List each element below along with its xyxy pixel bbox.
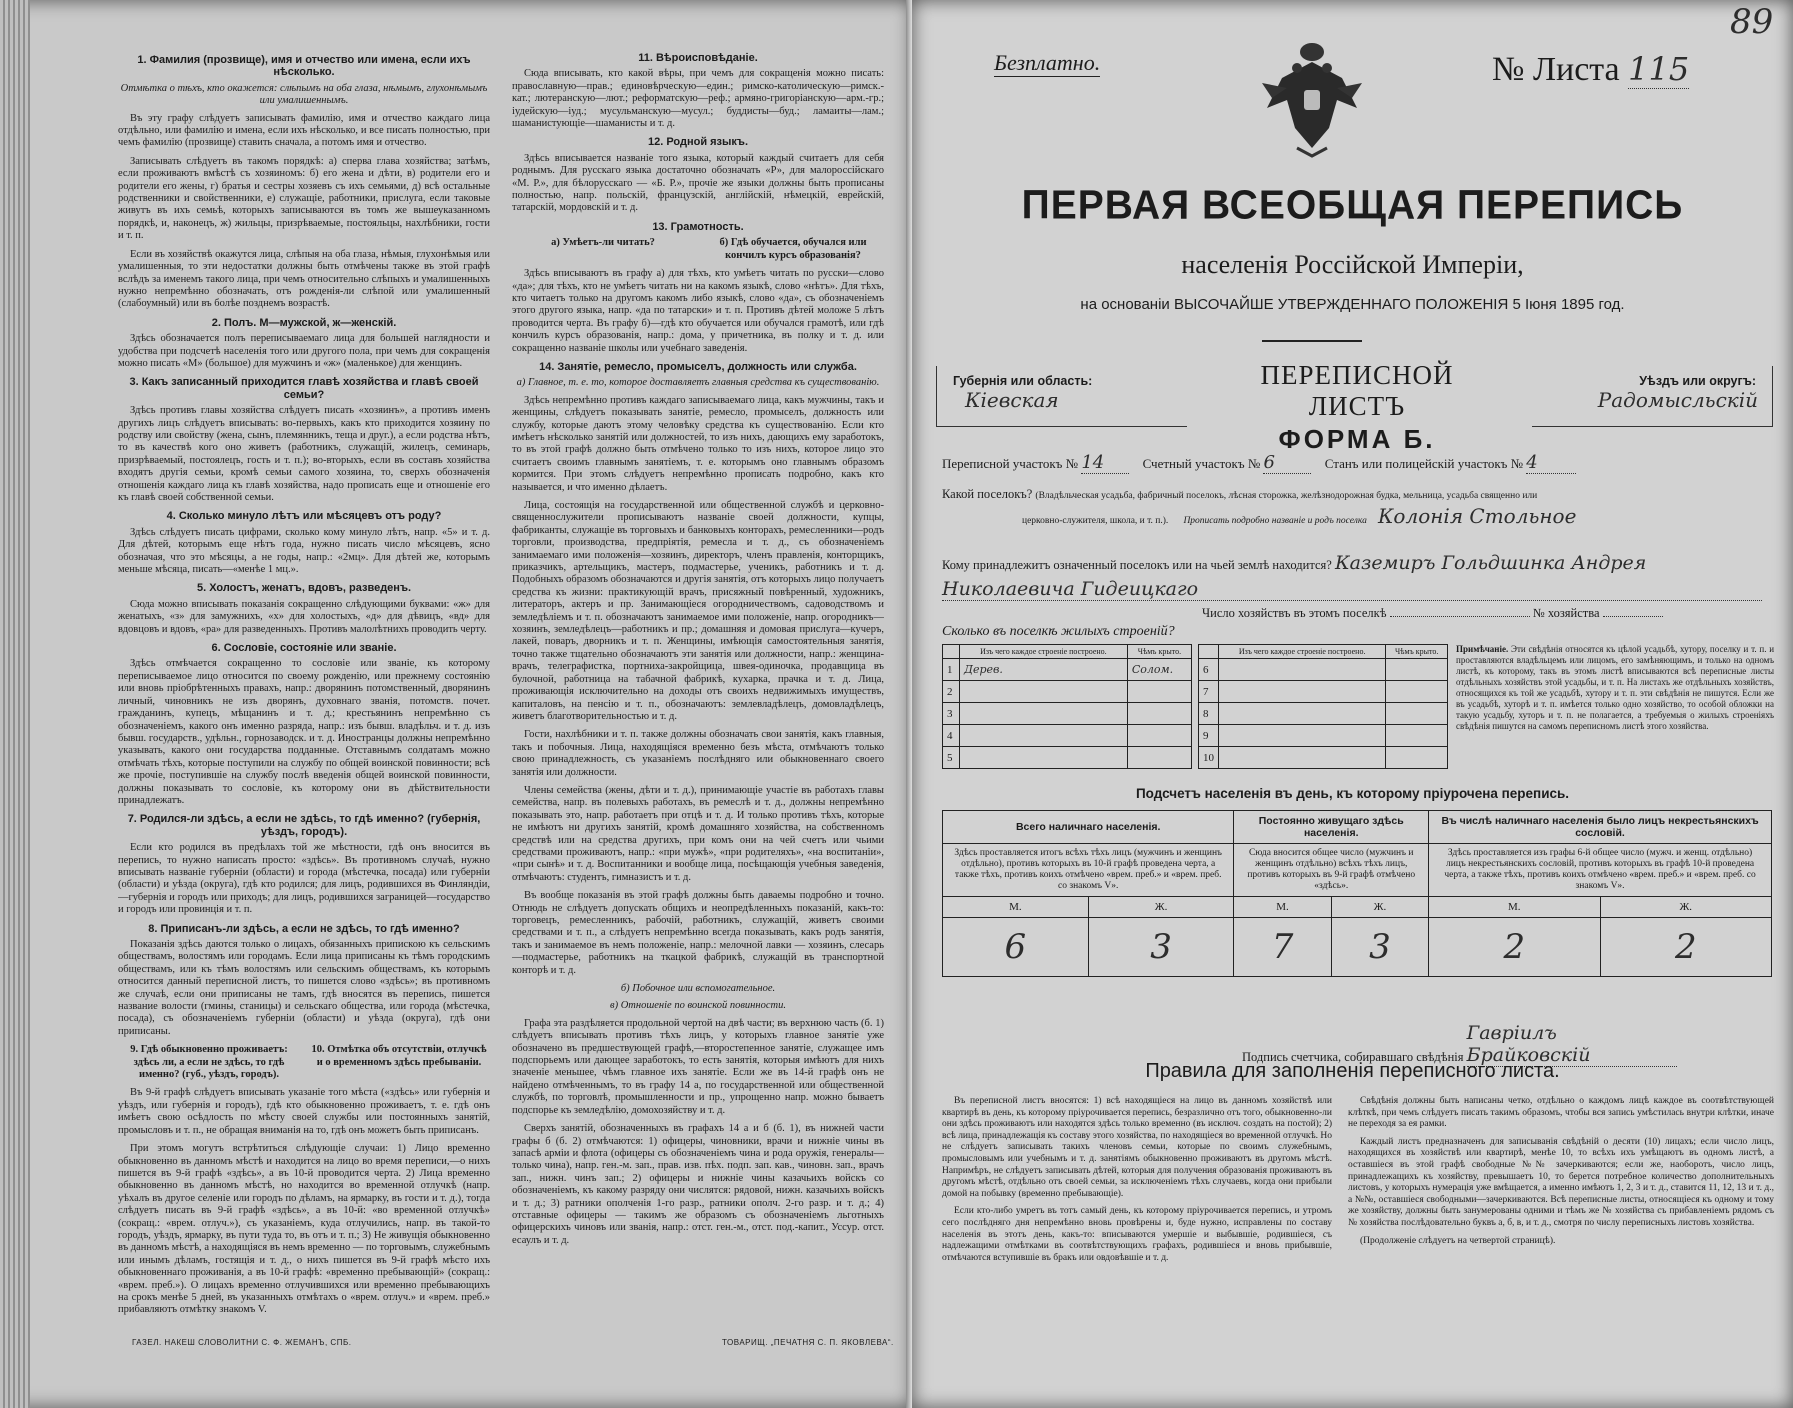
guberniya-box <box>936 366 1187 427</box>
corner-archive-mark: 89 <box>1730 2 1774 42</box>
instruction-paragraph: Лица, состоящія на государственной или общественной службѣ и церковно-священнослужители прописываютъ названіе своей должности, купцы, фабриканты, служащіе въ торговыхъ и банковыхъ конторахъ, ремесленники—родъ торговли, производства, предпріятія, ремесла и т. д., съ обозначеніемъ занимаемаго ими положенія—хозяинъ, директоръ, членъ правленія, конторщикъ, приказчикъ, артельщикъ, мастеръ, подмастерье, ученикъ, работникъ и т. д. Подобныхъ образомъ обозначаются и другія занятія, отъ которыхъ лицо получаетъ средства къ жизни: практикующій врачъ, присяжный повѣренный, художникъ, литераторъ, актеръ и пр. Занимающіеся огородничествомъ, садоводствомъ и земледѣліемъ и т. п. обозначаютъ занимаемое ими положеніе, напр. огородникъ—хозяинъ, земледѣлецъ—работникъ и пр.; домашняя и домовая прислуга—кучеръ, лакей, поваръ, дворникъ и т. п. Женщины, имѣющія самостоятельныя занятія, точно также тщательно обозначаютъ эти занятія или должности, напр.: женщина-врачъ, телеграфистка, портниха-закройщица, швея-одиночка, продавщица въ булочной, работница на табачной фабрикѣ, кухарка, прачка и т. д. Лица, проживающія исключительно на доходы отъ своихъ недвижимыхъ имуществъ, капиталовъ, на пенсію и т. п., обозначаютъ: землевладѣлецъ, домовладѣлецъ, живетъ благотворительностью и т. д. <box>512 500 884 722</box>
section-heading: 3. Какъ записанный приходится главѣ хозяйства и главѣ своей семьи? <box>129 376 479 401</box>
schet-value: 6 <box>1263 452 1311 474</box>
population-table-values <box>943 918 1772 977</box>
owner-field <box>942 552 1772 574</box>
building-roof <box>1127 681 1191 703</box>
uchastok-value: 14 <box>1081 452 1129 474</box>
building-roof <box>1127 703 1191 725</box>
household-number-blank <box>1603 616 1663 617</box>
rules-column-left <box>942 1096 1332 1386</box>
instruction-paragraph: Сюда можно вписывать показанія сокращенно слѣдующими буквами: «ж» для женатыхъ, «з» для замужнихъ, «х» для холостыхъ, «д» для дѣвицъ, «вд» для вдовцовъ и вдовъ, «ра» для разведенныхъ. Противъ малолѣтнихъ проводить черту. <box>118 598 490 635</box>
signature-value: Гавріилъ Брайковскій <box>1467 1022 1677 1067</box>
section-heading: 5. Холостъ, женатъ, вдовъ, разведенъ. <box>196 582 412 595</box>
owner-value-line2: Николаевича Гидеицкаго <box>942 578 1762 601</box>
population-column-head: Въ числѣ наличнаго населенія было лицъ некрестьянскихъ сословій. <box>1429 811 1772 844</box>
rules-paragraph: Свѣдѣнія должны быть написаны четко, отдѣльно о каждомъ лицѣ каждое въ соотвѣтствующей клѣткѣ, при чемъ слѣдуетъ писать такимъ образомъ, чтобы вся запись умѣстилась внутри клѣтки, иначе не переходя за ея рамки. <box>1348 1096 1774 1130</box>
instructions-column-2 <box>512 46 884 1326</box>
uchastok-line <box>942 452 1772 474</box>
buildings-note <box>1456 644 1774 732</box>
instruction-paragraph: Гости, нахлѣбники и т. п. также должны обозначать свои занятія, какъ главныя, такъ и побочныя. Лица, находящіяся временно безъ мѣста, отмѣчаютъ только свою принадлежность, съ указаніемъ послѣдняго или обыкновеннаго своего занятія или должности. <box>512 729 884 778</box>
instruction-paragraph: Сюда вписывать, кто какой вѣры, при чемъ для сокращенія можно писать: православную—прав.; единовѣрческую—един.; римско-католическую—римск.-кат.; лютеранскую—лют.; реформатскую—реф.; армяно-григоріанскую—арм.-гр.; іудейскую—іуд.; мусульманскую—мусул.; буддисты—буд.; ламаиты—лам.; шаманистующіе—шаманисты и т. д. <box>512 68 884 130</box>
building-roof <box>1386 725 1448 747</box>
building-row-number: 7 <box>1199 681 1219 703</box>
paired-heading-a: а) Умѣетъ-ли читать? <box>551 237 655 249</box>
male-count: 2 <box>1429 918 1600 977</box>
poselok-hint-line1: (Владѣльческая усадьба, фабричный поселокъ, лѣсная сторожка, желѣзнодорожная будка, мельница, усадьба священно или <box>1035 491 1538 501</box>
instruction-paragraph: При этомъ могутъ встрѣтиться слѣдующіе случаи: 1) Лицо временно обыкновенно въ данномъ мѣстѣ и находится на лицо во время переписи,—о нихъ пишется въ 9-й графѣ «здѣсь», а въ 10-й проводится черта. 2) Лица временно обыкновенно въ данномъ мѣстѣ, но находится во временной отлучкѣ (напр. уѣхалъ въ другое селеніе или городъ по дѣламъ, на ярмарку, въ гости и т. д.), тогда слѣдуетъ писать въ 9-й графѣ «здѣсь», а въ 10-й: «во временной отлучкѣ» (сокращ.: «врем. отлуч.»), съ указаніемъ, куда отлучились, напр. въ такой-то городъ, уѣздъ, ярмарку, въ пути тудa то, въ отъ и т. п.; 3) Не живущія обыкновенно въ данномъ мѣстѣ, а находящіяся въ немъ временно — по торговымъ, служебнымъ или инымъ дѣламъ, гостящія и т. д., о нихъ пишется въ 9-й графѣ мѣсто ихъ обыкновеннаго проживанія, а въ 10-й графѣ: «временно пребывающій» (сокращ.: «врем. преб.»). О лицахъ временно отлучившихся или временно пребывающихъ на срокъ менѣе 5 дней, въ указанныхъ отмѣтахъ о «врем. отлуч.» и «врем. преб.» прибавляютъ отмѣтку знакомъ V. <box>118 1143 490 1316</box>
households-line <box>942 606 1772 621</box>
building-row-number: 1 <box>943 659 960 681</box>
rules-title: Правила для заполненія переписного листа. <box>1145 1060 1560 1082</box>
building-row-number: 2 <box>943 681 960 703</box>
building-material: Дерев. <box>960 659 1128 681</box>
instruction-paragraph: Въ вообще показанія въ этой графѣ должны быть даваемы подробно и точно. Отнюдь не слѣдуетъ допускать общихъ и неопредѣленныхъ показаній, какъ-то: торговецъ, ремесленникъ, рабочій, работникъ, служащій, живетъ своими средствами и т. п., а слѣдуетъ непремѣнно всегда показывать, какъ родъ занятія, такъ и занимаемое въ немъ положеніе, напр.: мелочной лавки — хозяинъ, слесарь—подмастерье, работникъ на ткацкой фабрикѣ, служащій въ транспортной конторѣ и т. д. <box>512 890 884 976</box>
population-column-description: Здѣсь проставляется итогъ всѣхъ тѣхъ лицъ (мужчинъ и женщинъ отдѣльно), противъ которыхъ въ 10-й графѣ проведена черта, а также тѣхъ, противъ коихъ отмѣчено «врем. преб.» и «врем. преб. со знакомъ V». <box>943 844 1234 897</box>
instruction-paragraph: Въ эту графу слѣдуетъ записывать фамилію, имя и отчество каждаго лица отдѣльно, или фамилію и имена, если ихъ нѣсколько, и все писать полностью, при чемъ фамилію (прозвище) ставить сначала, а потомъ имя и отчество. <box>118 112 490 149</box>
instruction-paragraph: Сверхъ занятій, обозначенныхъ въ графахъ 14 а и б (б. 1), въ нижней части графы б (б. 2) отмѣчаются: 1) офицеры, чиновники, врачи и нижніе чины въ запасѣ армiи и флота (офицеры съ обозначеніемъ чина и рода оружія, генералы—только чина), напр. ген.-м. зап., прав. изв. пѣх. подп. зап. кав., чиновн. зап., врачъ зап., нижн. чинъ зап.; 2) офицеры и нижніе чины казачьихъ войскъ со обозначеніемъ, къ какому разряду они числятся: рядовой, нижн. казачьихъ войскъ и т. д.; 3) ратники ополченія 1-го разр., ратники ополч. 2-го разр. и т. д.; 4) отставные офицеры — такимъ же образомъ съ обозначеніемъ льготныхъ офицерскихъ чиновъ или званія, напр.: отст. ген.-м., отст. под.-капит., Уссур. отст. есаулъ и т. д. <box>512 1123 884 1246</box>
uezd-value: Радомысльскій <box>1597 388 1758 412</box>
section-heading: 7. Родился-ли здѣсь, а если не здѣсь, то гдѣ именно? (губернія, уѣздъ, городъ). <box>127 813 481 838</box>
poselok-label: Какой поселокъ? <box>942 487 1033 501</box>
building-row <box>1199 659 1448 681</box>
section-subheading: б) Побочное или вспомогательное. <box>620 983 776 995</box>
owner-label: Кому принадлежитъ означенный поселокъ или на чьей землѣ находится? <box>942 558 1332 572</box>
right-page <box>912 0 1793 1408</box>
paired-heading-b: 10. Отмѣтка объ отсутствіи, отлучкѣ и о временномъ здѣсь пребываніи. <box>311 1044 487 1068</box>
building-row <box>1199 681 1448 703</box>
population-table-sex-labels <box>943 897 1772 918</box>
note-text: Эти свѣдѣнія относятся къ цѣлой усадьбѣ, хутору, поселку и т. п. и проставляются владѣльцемъ или лицомъ, его замѣняющимъ, и только на одномъ листѣ, къ которому, такъ въ этомъ листѣ вписываются всѣ переписные листы отдѣльныхъ хозяйствъ этой усадьбы, и т. п. На листахъ же отдѣльныхъ хозяйствъ, относящихся къ той же усадьбѣ, хутору и т. п. эти свѣдѣнія не пишутся. Если же въ усадьбѣ, хуторѣ и т. п. имѣется только одно хозяйство, то особой обложки на такую усадьбу, хуторъ и т. п. не полагается, а требуемыя о жилыхъ строеніяхъ свѣдѣнія пишутся на самомъ переписномъ листѣ этого хозяйства. <box>1456 644 1775 731</box>
building-roof <box>1127 747 1191 769</box>
poselok-field <box>942 484 1772 531</box>
population-column-description: Здѣсь проставляется изъ графы 6-й общее число (мужч. и женщ. отдѣльно) лицъ некрестьянскихъ сословій, противъ которыхъ въ графѣ 10-й проведена черта, а также тѣхъ, противъ коихъ отмѣчено «врем. преб.» и «врем. преб. со знакомъ V». <box>1429 844 1772 897</box>
population-column-head: Постоянно живущаго здѣсь населенія. <box>1234 811 1429 844</box>
building-material <box>960 703 1128 725</box>
uchastok-label: Переписной участокъ № <box>942 456 1079 471</box>
sheet-number-label: № Листа <box>1492 51 1620 88</box>
building-material <box>1219 703 1386 725</box>
form-title-line1: ПЕРЕПИСНОЙ ЛИСТЪ <box>1260 360 1454 421</box>
section-heading: 13. Грамотность. <box>652 220 744 233</box>
stan-value: 4 <box>1526 452 1576 474</box>
instruction-paragraph: Здѣсь вписывается названіе того языка, который каждый считаетъ для себя роднымъ. Для русскаго языка достаточно обозначать «Р», для малороссійскаго «М. Р.», для бѣлорусскаго — «Б. Р.», прочіе же языки должны быть прописаны полностью, напр. польскій, французскій, англійскій, нѣмецкій, еврейскій, татарскій, мордовскій и т. д. <box>512 152 884 214</box>
imperial-eagle-emblem <box>1257 38 1367 158</box>
building-row <box>1199 725 1448 747</box>
title-divider <box>1262 340 1362 342</box>
sheet-number-field <box>1492 50 1689 89</box>
section-heading: 2. Полъ. М—мужской, ж—женскій. <box>211 316 397 329</box>
instruction-paragraph: Здѣсь обозначается полъ переписываемаго лица для большей наглядности и удобства при подсчетѣ населенія того или другого пола, при чемъ для сокращенія можно писать «М» (большое) для мужчинъ и «ж» (маленькое) для женщинъ. <box>118 333 490 369</box>
printer-mark-right: ТОВАРИЩ. „ПЕЧАТНЯ С. П. ЯКОВЛЕВА“. <box>722 1338 894 1347</box>
form-title-line2: ФОРМА Б. <box>1278 424 1436 454</box>
building-row <box>1199 703 1448 725</box>
paired-headings <box>118 1044 490 1081</box>
buildings-tables <box>942 644 1448 769</box>
form-title <box>1212 360 1502 455</box>
guberniya-label: Губернія или область: <box>953 374 1093 388</box>
stacked-page-edges <box>0 0 30 1408</box>
paired-heading-b: б) Гдѣ обучается, обучался или кончилъ курсъ образованія? <box>719 237 867 261</box>
section-heading: 4. Сколько минуло лѣтъ или мѣсяцевъ отъ роду? <box>166 510 442 523</box>
printer-mark-left: ГАЗЕЛ. НАКЕШ СЛОВОЛИТНИ С. Ф. ЖЕМАНЪ, СПБ. <box>132 1338 352 1347</box>
section-heading: 14. Занятіе, ремесло, промыселъ, должность или служба. <box>539 360 857 373</box>
buildings-head-roof: Чѣмъ крыто. <box>1386 645 1448 659</box>
instruction-paragraph: Графа эта раздѣляется продольной чертой на двѣ части; въ верхнюю часть (б. 1) слѣдуетъ вписывать противъ тѣхъ лицъ, у которыхъ главное занятіе уже обозначено въ предшествующей графѣ,—второстепенное занятіе, служащее имъ подспорьемъ или дающее заработокъ, то есть занятія, которыя имѣютъ для нихъ значеніе меньшее, чѣмъ главное ихъ занятіе. Если же въ 14-й графѣ онъ не найдено отмѣченнымъ, то въ графу 14 а, по государственной или общественной службѣ, по торговлѣ, промышленности и пр., упрощенно напр. можно бываетъ подспорье къ земледѣлію, домохозяйству и т. д. <box>512 1017 884 1116</box>
building-row <box>943 681 1192 703</box>
building-material <box>960 681 1128 703</box>
male-count: 6 <box>943 918 1089 977</box>
buildings-table-right <box>1198 644 1448 769</box>
buildings-table-head <box>1199 645 1448 659</box>
note-label: Примѣчаніе. <box>1456 644 1509 654</box>
form-header-block <box>912 360 1793 454</box>
building-material <box>1219 747 1386 769</box>
instruction-paragraph: Здѣсь противъ главы хозяйства слѣдуетъ писать «хозяинъ», а противъ именъ другихъ лицъ слѣдуетъ вписывать: во-первыхъ, какъ кто приходится хозяину по родству или свойству (жена, сынъ, племянникъ, теща и друг.), а если родства нѣтъ, то въ качествѣ кого оно живетъ (работникъ, служащій, жилецъ, семинарь, призрѣваемый, постоялецъ, гость и т. п.); во-вторыхъ, если въ составъ хозяйства входятъ другія семьи, кромѣ семьи самого хозяина, то, сверхъ обозначенія отношенія каждаго лица къ главѣ хозяйства, надо прописать еще и отношеніе его къ главѣ своей собственной семьи. <box>118 405 490 503</box>
female-count: 2 <box>1600 918 1771 977</box>
free-label: Безплатно. <box>994 50 1101 75</box>
household-number-label: № хозяйства <box>1532 606 1600 620</box>
building-row <box>943 703 1192 725</box>
instruction-paragraph: Если въ хозяйствѣ окажутся лица, слѣпыя на оба глаза, нѣмыя, глухонѣмыя или умалишенныя, то эти недостатки должны быть отмѣчены также въ этой графѣ вслѣдъ за именемъ такого лица, при чемъ относительно слѣпыхъ и умалишенныхъ нужно непремѣнно обозначать, отъ рожденія-ли слѣпой или умалишенный (слабоумный) или въ болѣе позднемъ возрастѣ. <box>118 248 490 310</box>
instruction-paragraph: Если кто родился въ предѣлахъ той же мѣстности, гдѣ онъ вносится въ перепись, то нужно написать просто: «здѣсь». Въ противномъ случаѣ, нужно вписывать названіе губерніи (области) и города (мѣстечка, посада) или губерніи (области) и уѣзда (округа), гдѣ кто родился; для лицъ, родившихся въ Финляндіи,—губернія и городъ или приходъ; для лицъ, родившихся заграницей—государство и городъ или провинція и т. п. <box>118 842 490 916</box>
buildings-head-type: Изъ чего каждое строеніе построено. <box>1219 645 1386 659</box>
female-label: Ж. <box>1088 897 1234 918</box>
instruction-paragraph: Здѣсь вписываютъ въ графу а) для тѣхъ, кто умѣетъ читать по русски—слово «да»; для тѣхъ, кто не умѣетъ читать ни на какомъ языкѣ, слово «нѣтъ». Для тѣхъ, кто читаетъ только на другомъ какомъ либо языкѣ, слово «да», съ обозначеніемъ этого другого языка, напр. «да по татарски» и т. п. Противъ дѣтей моложе 5 лѣтъ проводится черта. Въ графу б)—гдѣ кто обучается или обучался грамотѣ, или гдѣ кончилъ курсъ образованія, напр.: дома, у причетника, въ полку и т. д. или сокращенно названіе школы или учебнаго заведенія. <box>512 268 884 354</box>
instruction-paragraph: Записывать слѣдуетъ въ такомъ порядкѣ: а) сперва глава хозяйства; затѣмъ, если проживаютъ вмѣстѣ съ хозяиномъ: б) его жена и дѣти, в) родители его и родители его жены, г) братья и сестры хозяевъ съ ихъ семьями, д) всѣ остальные родственники и свойственники, е) служащіе, работники, прислуга, если таковые живутъ въ ихъ семьѣ, которыхъ записываются въ томъ же вышеуказанномъ порядкѣ, и, наконецъ, ж) жильцы, призрѣваемые, постояльцы, нахлѣбники, гости и т. п. <box>118 155 490 242</box>
building-roof <box>1386 659 1448 681</box>
female-count: 3 <box>1331 918 1428 977</box>
instruction-paragraph: Члены семейства (жены, дѣти и т. д.), принимающіе участіе въ работахъ главы семейства, напр. въ полевыхъ работахъ, въ ремеслѣ и т. д., должны непремѣнно показывать это, напр. работаетъ при отцѣ и т. д. И только противъ тѣхъ, которые не имѣютъ ни другихъ занятій, кромѣ домашняго хозяйства, на собственномъ средствѣ или на средства другихъ, при комъ они на чей счетъ или чьими средствами проживаютъ, напр.: «при мужѣ», «при родителяхъ», «на воспитаніи», «при сынѣ» и т. д. Воспитанники и вообще лица, посѣщающія учебныя заведенія, отмѣчаютъ: студентъ, гимназистъ и т. д. <box>512 784 884 883</box>
building-row-number: 3 <box>943 703 960 725</box>
building-roof <box>1386 703 1448 725</box>
building-roof: Солом. <box>1127 659 1191 681</box>
population-title: Подсчетъ населенія въ день, къ которому пріурочена перепись. <box>1135 786 1570 801</box>
buildings-question <box>942 624 1175 640</box>
census-title: ПЕРВАЯ ВСЕОБЩАЯ ПЕРЕПИСЬ <box>1021 182 1684 229</box>
uezd-label: Уѣздъ или округъ: <box>1639 374 1756 388</box>
section-heading: 1. Фамилия (прозвище), имя и отчество или имена, если ихъ нѣсколько. <box>137 54 471 79</box>
building-roof <box>1386 681 1448 703</box>
building-row-number: 6 <box>1199 659 1219 681</box>
section-heading: 6. Сословіе, состояніе или званіе. <box>211 642 397 655</box>
section-heading: 12. Родной языкъ. <box>647 136 748 149</box>
building-material <box>1219 725 1386 747</box>
buildings-label: Сколько въ поселкѣ жилыхъ строеній? <box>942 624 1175 639</box>
building-row <box>943 659 1192 681</box>
owner-value-line1: Каземиръ Гольдшинка Андрея <box>1334 552 1647 574</box>
instruction-paragraph: Показанія здѣсь даются только о лицахъ, обязанныхъ припискою къ сельскимъ обществамъ, волостямъ или городамъ. Если лица приписаны къ тѣмъ городскимъ обществамъ, или къ тѣмъ волостямъ или сельскимъ обществамъ, къ которымъ относится данный переписной листъ, то пишется слово «здѣсь»; въ противномъ же случаѣ, если они приписаны не тамъ, гдѣ вносятся въ перепись, пишется название волости (гмины, станицы) и сельскаго общества, или города (мѣстечка, посада), съ обозначеніемъ губерніи (области) и уѣзда (округа), гдѣ они приписаны. <box>118 939 490 1037</box>
census-subtitle: населенія Россійской Имперіи, <box>1181 250 1524 279</box>
section-subheading: Отмѣтка о тѣхъ, кто окажется: слѣпымъ на оба глаза, нѣмымъ, глухонѣмымъ или умалишеннымъ. <box>120 82 488 107</box>
stan-label: Станъ или полицейскій участокъ № <box>1324 456 1524 471</box>
buildings-table-left <box>942 644 1192 769</box>
buildings-table-head <box>943 645 1192 659</box>
population-column-description: Сюда вносится общее число (мужчинъ и женщинъ отдѣльно) всѣхъ тѣхъ лицъ, противъ которыхъ въ 9-й графѣ отмѣчено «здѣсь». <box>1234 844 1429 897</box>
population-table-head <box>943 811 1772 844</box>
poselok-hint-line3: Прописать подробно названіе и родъ поселка <box>1183 516 1367 526</box>
building-row <box>943 747 1192 769</box>
building-row <box>943 725 1192 747</box>
population-table-descriptions <box>943 844 1772 897</box>
male-label: М. <box>943 897 1089 918</box>
signature-label: Подпись счетчика, собиравшаго свѣдѣнія <box>1242 1050 1464 1064</box>
instruction-paragraph: Здѣсь отмѣчается сокращенно то сословіе или званіе, къ которому переписываемое лицо относится по своему рожденію, или прежнему состоянію или вновь пріобрѣтенныхъ правахъ, напр.: дворянинъ потомственный, дворянинъ личный, чиновникъ не изъ дворянъ, духовнаго званія, потомств. почет. гражданинъ, купецъ, мѣщанинъ и т. д.; крестьянинъ непремѣнно съ обозначеніемъ, какого онъ именно разряда, напр.: изъ бывш. владѣльч. и т. д. изъ бывш. государств., удѣльн., горнозаводск. и т. д. Иностранцы должны непремѣнно указывать, какого они государства подданные. Отставнымъ солдатамъ можно отмѣчать тѣхъ, которые поступили на службу по общей воинской повинности; всѣ же прочіе, поступившіе на службу послѣ введенія общей воинской повинности, должны показывать то сословіе, къ которому они въ дѣйствительности принадлежатъ. <box>118 658 490 806</box>
building-row-number: 10 <box>1199 747 1219 769</box>
building-material <box>960 747 1128 769</box>
rules-paragraph: Каждый листъ предназначенъ для записыванія свѣдѣній о десяти (10) лицахъ; если число лицъ, находящихся въ хозяйствѣ или квартирѣ, менѣе 10, то всѣхъ ихъ умѣщаютъ въ одномъ листѣ, а оставшіеся въ этой графѣ свободные №№ зачеркиваются; если же, наоборотъ, число лицъ, принадлежащихъ къ хозяйству, превышаетъ 10, то берется потребное количество дополнительныхъ листовъ, у которыхъ нумерація уже вмѣщается, а именно имѣютъ 1, 2, 3 и т. д., ставится 11, 12, 13 и т. д., а №№, оставшіеся свободными—зачеркиваются. Всѣ переписные листы, относящіеся къ одному и тому же хозяйству, должны быть занумерованы одними и тѣмъ же № хозяйства съ прибавленіемъ рядомъ съ № хозяйства послѣдовательно буквъ а, б, в, и т. д., смотря по числу переписныхъ листовъ хозяйства. <box>1348 1136 1774 1228</box>
uezd-box <box>1532 366 1773 427</box>
section-heading: 11. Вѣроисповѣданіе. <box>638 52 758 64</box>
instruction-paragraph: Здѣсь слѣдуетъ писать цифрами, сколько кому минуло лѣтъ, напр. «5» и т. д. Для дѣтей, которымъ еще нѣтъ года, нужно писать число мѣсяцевъ, ясно обозначая, что это мѣсяцы, а не годы, напр.: «2мц». Для дѣтей же, которымъ меньше мѣсяца, писать—«менѣе 1 мц.». <box>118 526 490 576</box>
poselok-value: Колонія Стольное <box>1377 504 1577 528</box>
paired-heading-a: 9. Гдѣ обыкновенно проживаетъ: здѣсь ли, а если не здѣсь, то гдѣ именно? (губ., уѣздъ, городъ). <box>130 1044 288 1081</box>
poselok-hint-line2: церковно-служителя, школа, и т. п.). <box>1022 516 1169 526</box>
instructions-column-1 <box>118 48 490 1326</box>
female-count: 3 <box>1088 918 1234 977</box>
building-row-number: 9 <box>1199 725 1219 747</box>
rules-paragraph: Если кто-либо умретъ въ тотъ самый день, къ которому пріурочивается перепись, и утромъ сего послѣдняго дня непремѣнно вновь провѣрены и, буде нужно, исправлены по составу населенія въ этотъ день, какъ-то: вписываются умершіе и выбывшіе, родившіеся, съ надлежащими отмѣтками въ соотвѣтствующихъ графахъ, родившіеся и вновь прибывшіе, отмѣчаются вступившіе въ бракъ или овдовѣвшіе и т. д. <box>942 1206 1332 1263</box>
building-row-number: 4 <box>943 725 960 747</box>
section-subheading: а) Главное, т. е. то, которое доставляетъ главныя средства къ существованію. <box>516 377 880 389</box>
households-label: Число хозяйствъ въ этомъ поселкѣ <box>1202 606 1387 620</box>
section-heading: 8. Приписанъ-ли здѣсь, а если не здѣсь, то гдѣ именно? <box>148 922 460 935</box>
male-label: М. <box>1429 897 1600 918</box>
population-table <box>942 810 1772 977</box>
households-blank <box>1390 616 1530 617</box>
instruction-paragraph: Въ 9-й графѣ слѣдуетъ вписывать указаніе того мѣста («здѣсь» или губернія и уѣздъ, или губернія и городъ), гдѣ кто обыкновенно проживаетъ, т. е. гдѣ онъ имѣетъ свою осѣдлость по мѣсту своей службы или постоянныхъ занятій, промысловъ и т. п., не обращая вниманія на то, гдѣ онъ можетъ быть приписанъ. <box>118 1087 490 1136</box>
building-row-number: 8 <box>1199 703 1219 725</box>
building-roof <box>1386 747 1448 769</box>
building-material <box>960 725 1128 747</box>
buildings-head-roof: Чѣмъ крыто. <box>1127 645 1191 659</box>
buildings-head-type: Изъ чего каждое строеніе построено. <box>960 645 1128 659</box>
female-label: Ж. <box>1331 897 1428 918</box>
male-label: М. <box>1234 897 1331 918</box>
rules-paragraph: Въ переписной листъ вносятся: 1) всѣ находящіеся на лицо въ данномъ хозяйствѣ или квартирѣ въ день, къ которому пріурочивается перепись, безразлично отъ того, обыкновенно-ли они здѣсь проживаютъ или находятся здѣсь только временно (въ исключ. создать на постой); 2) всѣ лица, принадлежащія къ составу этого хозяйства, по находящіеся во временной отлучкѣ. Но не слѣдуетъ записывать такихъ членовъ семьи, которые по своимъ служебнымъ, промысловымъ или учебнымъ и т. д. занятіямъ обыкновенно проживаютъ въ другомъ мѣстѣ. Напримѣръ, не слѣдуетъ записывать дѣтей, которыя для получения образованія проживаютъ въ другомъ мѣстѣ, отдѣльно отъ своей семьи, за исключеніемъ тѣхъ случаевъ, когда они прибыли домой на побывку (временно пребывающіе). <box>942 1096 1332 1199</box>
guberniya-value: Кіевская <box>965 388 1059 412</box>
building-material <box>1219 681 1386 703</box>
building-roof <box>1127 725 1191 747</box>
instruction-paragraph: Здѣсь непремѣнно противъ каждаго записываемаго лица, какъ мужчины, такъ и женщины, слѣдуетъ показывать занятіе, ремесло, промыселъ, должность или службу, которые даютъ этому человѣку средства къ существованію. Если кто имѣетъ нѣсколько занятій или должностей, то изъ нихъ, дающихъ ему заработокъ, то въ этой графѣ должно быть отмѣчено только то изъ нихъ, которое лицо это считаетъ своимъ главнымъ занятіемъ, т. е. которымъ оно главнымъ образомъ кормится. При этомъ слѣдуетъ непремѣнно прописать подробно, какъ кто называется, и что именно дѣлаетъ. <box>512 394 884 493</box>
female-label: Ж. <box>1600 897 1771 918</box>
building-material <box>1219 659 1386 681</box>
rules-column-right <box>1348 1096 1774 1386</box>
building-row-number: 5 <box>943 747 960 769</box>
sheet-number-value: 115 <box>1628 50 1690 88</box>
rules-paragraph: (Продолженіе слѣдуетъ на четвертой страницѣ). <box>1360 1235 1556 1246</box>
paired-headings <box>512 237 884 262</box>
section-subheading: в) Отношеніе по воинской повинности. <box>610 1000 786 1012</box>
census-basis: на основаніи ВЫСОЧАЙШЕ УТВЕРЖДЕННАГО ПОЛОЖЕНІЯ 5 Іюня 1895 год. <box>1080 296 1625 313</box>
male-count: 7 <box>1234 918 1331 977</box>
schet-label: Счетный участокъ № <box>1142 456 1261 471</box>
population-column-head: Всего наличнаго населенія. <box>943 811 1234 844</box>
building-row <box>1199 747 1448 769</box>
